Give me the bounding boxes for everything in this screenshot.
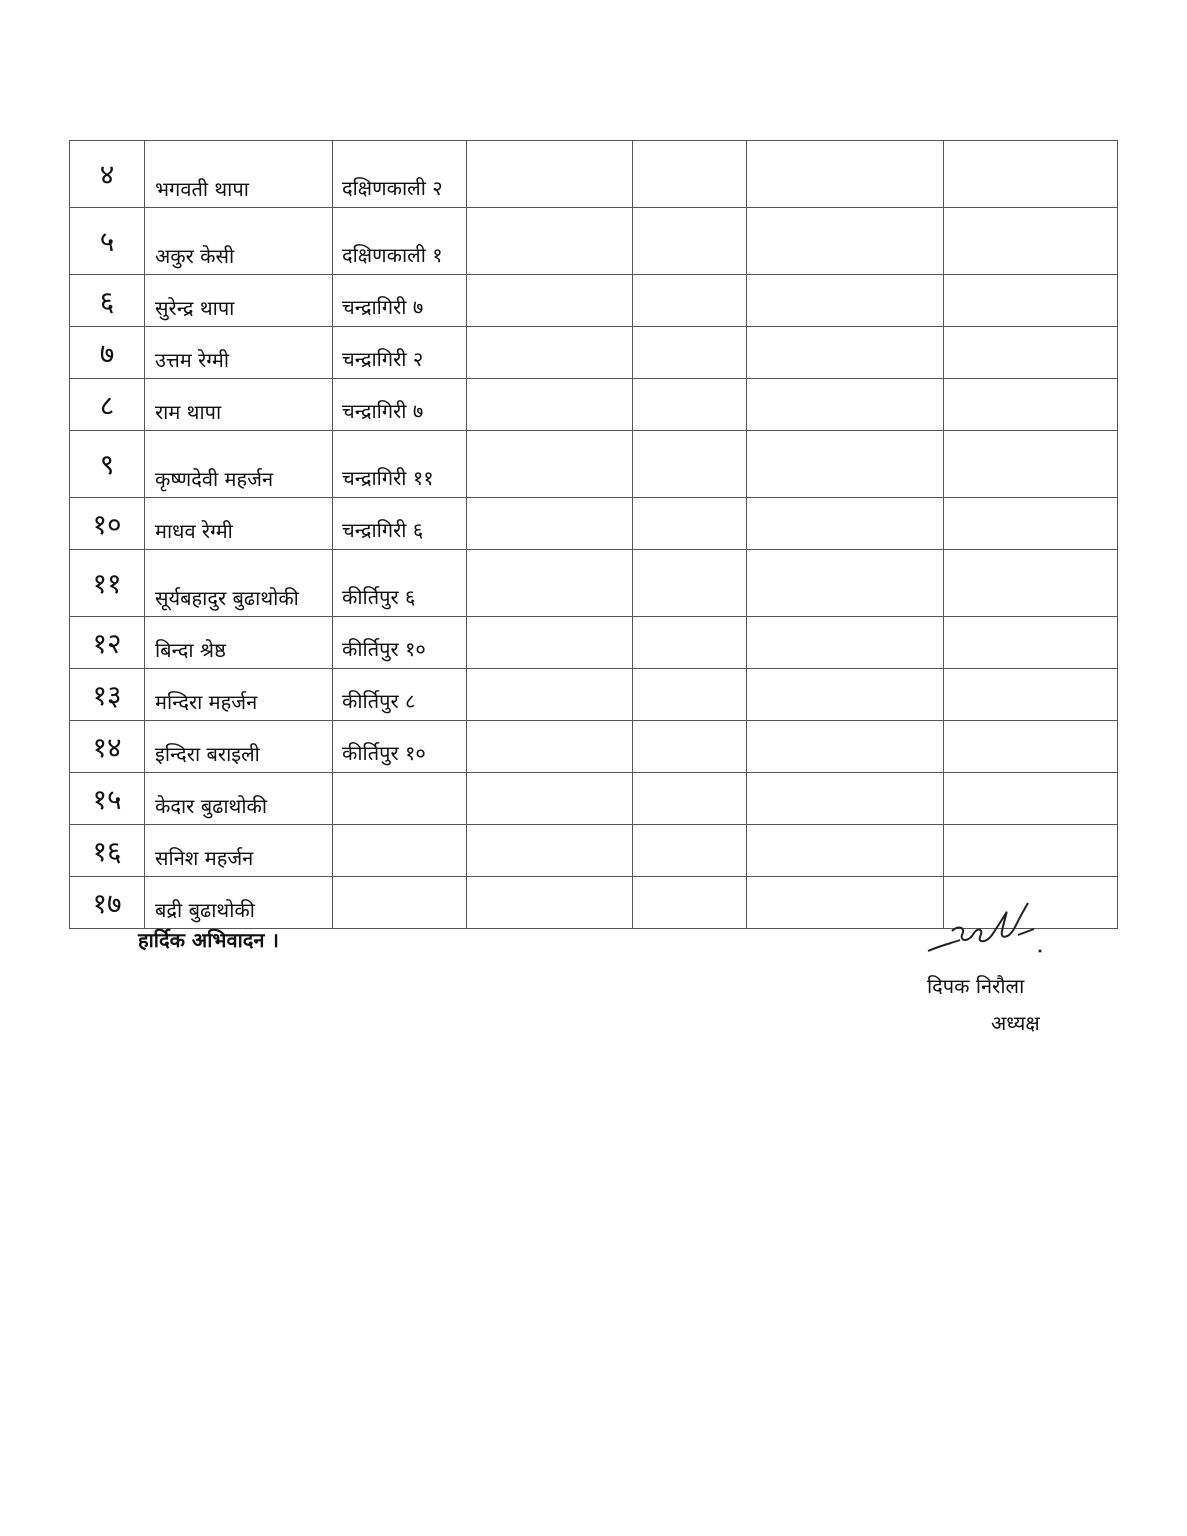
address-cell: दक्षिणकाली २ (333, 141, 467, 208)
empty-cell (747, 141, 944, 208)
serial-number-cell: ८ (70, 379, 145, 431)
name-cell: इन्दिरा बराइली (145, 721, 333, 773)
empty-cell (747, 617, 944, 669)
table-row (70, 773, 1118, 825)
empty-cell (747, 208, 944, 275)
serial-number-cell: १२ (70, 617, 145, 669)
table-row (70, 431, 1118, 498)
empty-cell (747, 669, 944, 721)
address-cell: दक्षिणकाली १ (333, 208, 467, 275)
serial-number-cell: ६ (70, 275, 145, 327)
serial-number-cell: ७ (70, 327, 145, 379)
name-cell: माधव रेग्मी (145, 498, 333, 550)
empty-cell (467, 773, 633, 825)
address-cell (333, 825, 467, 877)
empty-cell (747, 877, 944, 929)
serial-number-cell: ९ (70, 431, 145, 498)
empty-cell (467, 141, 633, 208)
address-cell: कीर्तिपुर ६ (333, 550, 467, 617)
signature-image (922, 893, 1062, 963)
serial-number-cell: १६ (70, 825, 145, 877)
table-row (70, 617, 1118, 669)
empty-cell (944, 141, 1118, 208)
empty-cell (633, 550, 747, 617)
serial-number-cell: १४ (70, 721, 145, 773)
empty-cell (467, 498, 633, 550)
name-cell: भगवती थापा (145, 141, 333, 208)
empty-cell (633, 327, 747, 379)
address-cell: चन्द्रागिरी ७ (333, 379, 467, 431)
table-row (70, 498, 1118, 550)
empty-cell (944, 721, 1118, 773)
table-row (70, 141, 1118, 208)
empty-cell (467, 327, 633, 379)
empty-cell (467, 669, 633, 721)
table-row (70, 327, 1118, 379)
table-row (70, 379, 1118, 431)
empty-cell (944, 327, 1118, 379)
address-cell (333, 877, 467, 929)
table-row (70, 208, 1118, 275)
table-row (70, 550, 1118, 617)
empty-cell (467, 617, 633, 669)
empty-cell (467, 208, 633, 275)
empty-cell (633, 498, 747, 550)
empty-cell (944, 208, 1118, 275)
empty-cell (467, 721, 633, 773)
signer-name: दिपक निरौला (927, 974, 1025, 998)
empty-cell (944, 550, 1118, 617)
empty-cell (747, 825, 944, 877)
address-cell: चन्द्रागिरी ६ (333, 498, 467, 550)
name-cell: राम थापा (145, 379, 333, 431)
table-row (70, 275, 1118, 327)
empty-cell (633, 275, 747, 327)
empty-cell (467, 825, 633, 877)
empty-cell (633, 721, 747, 773)
empty-cell (633, 379, 747, 431)
serial-number-cell: ११ (70, 550, 145, 617)
empty-cell (944, 825, 1118, 877)
empty-cell (467, 379, 633, 431)
empty-cell (467, 431, 633, 498)
address-cell: कीर्तिपुर १० (333, 721, 467, 773)
serial-number-cell: १३ (70, 669, 145, 721)
signer-title: अध्यक्ष (991, 1011, 1040, 1035)
name-cell: केदार बुढाथोकी (145, 773, 333, 825)
serial-number-cell: ५ (70, 208, 145, 275)
address-cell: चन्द्रागिरी २ (333, 327, 467, 379)
empty-cell (633, 141, 747, 208)
address-cell: चन्द्रागिरी ११ (333, 431, 467, 498)
name-cell: सूर्यबहादुर बुढाथोकी (145, 550, 333, 617)
name-cell: अकुर केसी (145, 208, 333, 275)
address-cell: कीर्तिपुर ८ (333, 669, 467, 721)
empty-cell (633, 825, 747, 877)
name-cell: बद्री बुढाथोकी (145, 877, 333, 929)
empty-cell (467, 275, 633, 327)
member-table (69, 140, 1118, 929)
serial-number-cell: १० (70, 498, 145, 550)
name-cell: उत्तम रेग्मी (145, 327, 333, 379)
serial-number-cell: १५ (70, 773, 145, 825)
empty-cell (944, 773, 1118, 825)
table-row (70, 721, 1118, 773)
empty-cell (633, 773, 747, 825)
table-row (70, 669, 1118, 721)
empty-cell (747, 275, 944, 327)
name-cell: बिन्दा श्रेष्ठ (145, 617, 333, 669)
empty-cell (747, 498, 944, 550)
empty-cell (747, 773, 944, 825)
address-cell: कीर्तिपुर १० (333, 617, 467, 669)
empty-cell (633, 617, 747, 669)
empty-cell (747, 721, 944, 773)
greeting-text: हार्दिक अभिवादन । (138, 928, 280, 952)
empty-cell (747, 379, 944, 431)
empty-cell (633, 877, 747, 929)
member-table-body (70, 141, 1118, 929)
empty-cell (747, 550, 944, 617)
address-cell: चन्द्रागिरी ७ (333, 275, 467, 327)
empty-cell (944, 669, 1118, 721)
empty-cell (747, 431, 944, 498)
empty-cell (467, 550, 633, 617)
name-cell: मन्दिरा महर्जन (145, 669, 333, 721)
name-cell: कृष्णदेवी महर्जन (145, 431, 333, 498)
table-row (70, 825, 1118, 877)
empty-cell (633, 669, 747, 721)
empty-cell (944, 431, 1118, 498)
empty-cell (747, 327, 944, 379)
name-cell: सनिश महर्जन (145, 825, 333, 877)
serial-number-cell: १७ (70, 877, 145, 929)
empty-cell (633, 208, 747, 275)
empty-cell (944, 379, 1118, 431)
serial-number-cell: ४ (70, 141, 145, 208)
empty-cell (944, 617, 1118, 669)
name-cell: सुरेन्द्र थापा (145, 275, 333, 327)
empty-cell (944, 275, 1118, 327)
empty-cell (944, 498, 1118, 550)
address-cell (333, 773, 467, 825)
empty-cell (467, 877, 633, 929)
empty-cell (633, 431, 747, 498)
